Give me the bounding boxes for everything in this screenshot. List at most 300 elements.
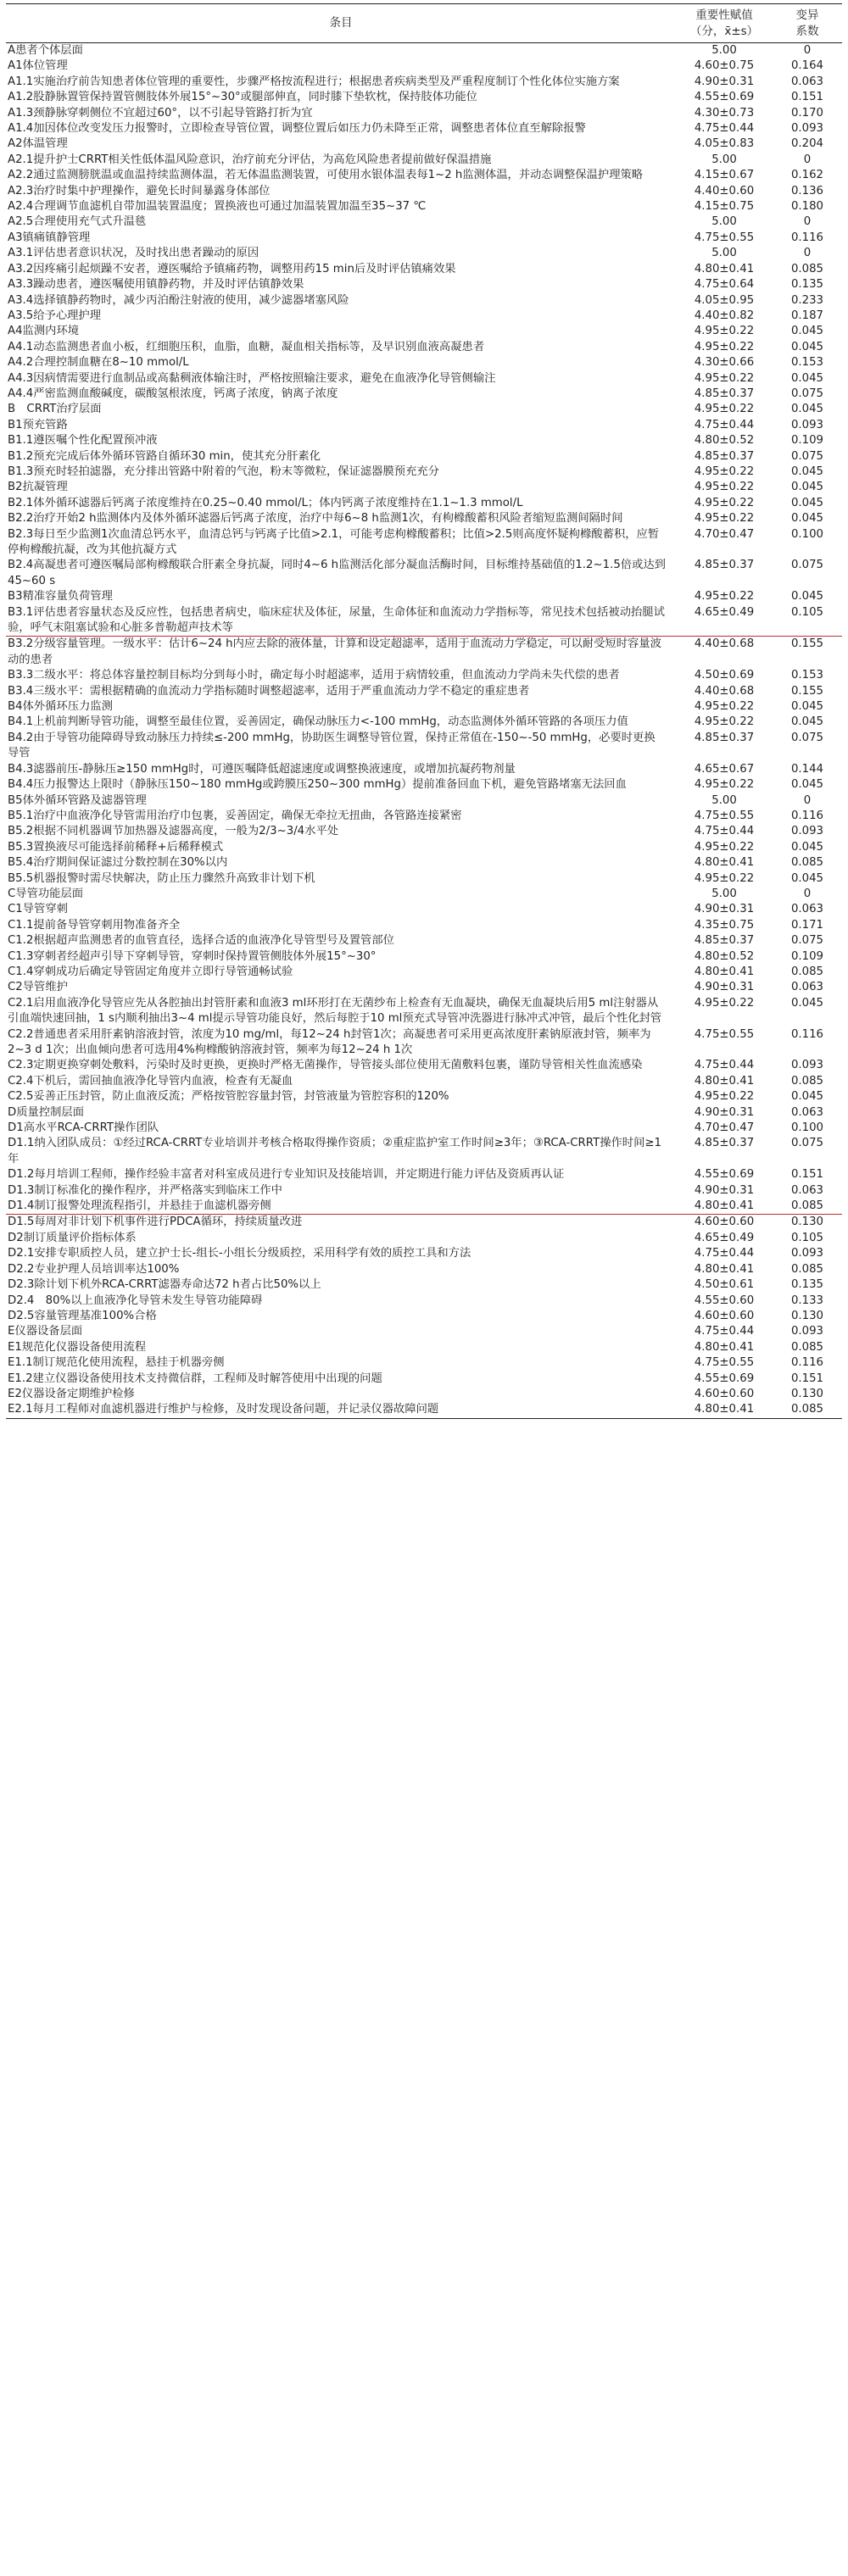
row-score: 4.80±0.41 <box>676 1402 773 1418</box>
row-cv: 0.085 <box>790 1262 824 1276</box>
row-cv: 0.093 <box>790 122 824 136</box>
row-item: C2.4下机后，需回抽血液净化导管内血液，检查有无凝血 <box>8 1074 293 1088</box>
row-score: 4.35±0.75 <box>694 918 755 932</box>
row-item: B CRRT治疗层面 <box>8 403 102 416</box>
row-cv: 0.045 <box>790 325 824 338</box>
row-score: 4.80±0.41 <box>694 1199 755 1213</box>
row-score: 4.65±0.49 <box>694 1231 755 1244</box>
row-item: A2.3治疗时集中护理操作，避免长时间暴露身体部位 <box>8 184 271 198</box>
row-item: B3.3二级水平：将总体容量控制目标均分到每小时，确定每小时超滤率，适用于病情较重，但血流动力学尚未失代偿的患者 <box>8 669 620 682</box>
table-row <box>6 402 842 417</box>
table-row <box>6 90 842 105</box>
row-item: B1.1遵医嘱个性化配置预冲液 <box>8 434 158 448</box>
header-score-line2: （分，x̄±s） <box>689 24 759 38</box>
row-score: 5.00 <box>711 44 737 57</box>
row-score: 4.60±0.60 <box>694 1387 755 1400</box>
row-item: B5.5机器报警时需尽快解决，防止压力骤然升高致非计划下机 <box>8 871 315 885</box>
row-score: 4.15±0.67 <box>694 169 755 182</box>
row-cv: 0.144 <box>790 762 824 776</box>
row-cv: 0 <box>803 247 812 260</box>
row-cv: 0.116 <box>790 809 824 822</box>
row-score: 4.80±0.52 <box>694 434 755 448</box>
row-item: A3.2因疼痛引起烦躁不安者，遵医嘱给予镇痛药物，调整用药15 min后及时评估镇痛效果 <box>8 262 456 275</box>
table-row <box>6 1058 842 1073</box>
row-item: A1.1实施治疗前告知患者体位管理的重要性，步骤严格按流程进行；根据患者疾病类型及严重程度制订个性化体位实施方案 <box>8 75 620 88</box>
row-cv: 0.045 <box>790 1090 824 1104</box>
table-row <box>6 433 842 448</box>
row-item: B4.2由于导管功能障碍导致动脉压力持续≤-200 mmHg，协助医生调整导管位置，保持正常值在-150~-50 mmHg，必要时更换导管 <box>8 731 656 760</box>
row-item: B5.1治疗中血液净化导管需用治疗巾包裹，妥善固定，确保无牵拉无扭曲，各管路连接紧密 <box>8 809 462 822</box>
row-cv: 0.075 <box>790 731 824 744</box>
row-item: E2仪器设备定期维护检修 <box>8 1387 135 1400</box>
row-cv: 0.135 <box>790 278 824 292</box>
row-cv: 0.045 <box>790 778 824 792</box>
row-cv: 0.109 <box>790 434 824 448</box>
row-item: A3镇痛镇静管理 <box>8 231 91 244</box>
row-item: A1.4加因体位改变发压力报警时，立即检查导管位置，调整位置后如压力仍未降至正常，调整患者体位直至解除报警 <box>8 122 586 136</box>
row-cv: 0.075 <box>790 449 824 463</box>
table-row <box>6 277 842 292</box>
row-cv: 0.063 <box>790 1183 824 1197</box>
row-item: A1体位管理 <box>8 59 68 73</box>
row-cv: 0.155 <box>790 684 824 698</box>
row-score: 4.85±0.37 <box>694 731 755 744</box>
table-row <box>6 214 842 230</box>
row-cv: 0.130 <box>790 1387 824 1400</box>
row-cv: 0.153 <box>790 356 824 370</box>
row-score: 4.75±0.64 <box>694 278 755 292</box>
row-score: 4.60±0.60 <box>676 1215 773 1231</box>
table-row <box>6 949 842 965</box>
row-score: 4.30±0.66 <box>694 356 755 370</box>
row-item: E1规范化仪器设备使用流程 <box>8 1340 147 1354</box>
row-item: A患者个体层面 <box>8 44 83 57</box>
row-score: 4.75±0.44 <box>694 418 755 431</box>
row-score: 4.85±0.37 <box>694 387 755 400</box>
table-row <box>6 1215 842 1231</box>
table-row <box>6 309 842 324</box>
row-item: E2.1每月工程师对血滤机器进行维护与检修，及时发现设备问题，并记录仪器故障问题 <box>6 1402 676 1418</box>
row-cv: 0.100 <box>790 1121 824 1135</box>
row-score: 4.05±0.83 <box>694 137 755 151</box>
row-item: A3.4选择镇静药物时，减少丙泊酚注射液的使用，减少滤器堵塞风险 <box>8 293 349 307</box>
row-score: 4.95±0.22 <box>694 465 755 478</box>
table-row <box>6 1246 842 1261</box>
table-row <box>6 918 842 933</box>
table-row <box>6 496 842 511</box>
header-cv-line2: 系数 <box>795 24 819 38</box>
row-item: A4.3因病情需要进行血制品或高黏稠液体输注时，严格按照输注要求，避免在血液净化导管侧输注 <box>8 371 496 385</box>
row-cv: 0.085 <box>790 965 824 978</box>
row-score: 4.90±0.31 <box>694 1183 755 1197</box>
row-score: 4.40±0.68 <box>676 637 773 668</box>
row-cv: 0.045 <box>790 496 824 509</box>
row-score: 4.95±0.22 <box>694 496 755 509</box>
row-score: 4.85±0.37 <box>694 934 755 948</box>
table-row <box>6 106 842 121</box>
row-score: 4.40±0.60 <box>694 184 755 198</box>
table-row <box>6 231 842 246</box>
table-row <box>6 777 842 793</box>
table-row <box>6 371 842 387</box>
table-row <box>6 1231 842 1246</box>
row-item: C1导管穿刺 <box>8 903 68 916</box>
table-row <box>6 793 842 809</box>
row-item: A1.2股静脉置管保持置管侧肢体外展15°~30°或腿部伸直，同时膝下垫软枕，保持肢体功能位 <box>8 91 477 104</box>
row-item: E仪器设备层面 <box>8 1325 83 1338</box>
table-row <box>6 1089 842 1104</box>
table-row <box>6 1105 842 1121</box>
table-row <box>6 980 842 995</box>
row-item: A1.3颈静脉穿刺侧位不宜超过60°，以不引起导管路打折为宜 <box>8 106 313 120</box>
table-row <box>6 246 842 261</box>
row-cv: 0.075 <box>790 559 824 572</box>
row-cv: 0.045 <box>790 840 824 854</box>
row-cv: 0 <box>803 44 812 57</box>
table-row <box>6 449 842 465</box>
row-item: A4监测内环境 <box>8 325 80 338</box>
row-cv: 0.063 <box>790 903 824 916</box>
table-row <box>6 184 842 199</box>
row-item: C1.1提前备导管穿刺用物准备齐全 <box>8 918 181 932</box>
row-item: D2.5容量管理基准100%合格 <box>8 1309 157 1322</box>
row-item: B5体外循环管路及滤器管理 <box>8 793 147 807</box>
row-item: B3.4三级水平：需根据精确的血流动力学指标随时调整超滤率，适用于严重血流动力学不稳定的重症患者 <box>8 684 530 698</box>
table-row <box>6 324 842 339</box>
row-item: B3.2分级容量管理。一级水平：估计6~24 h内应去除的液体量，计算和设定超滤率，适用于血流动力学稳定，可以耐受短时容量波动的患者 <box>6 637 676 668</box>
row-cv: 0.151 <box>790 91 824 104</box>
row-score: 4.90±0.31 <box>694 1105 755 1119</box>
row-item: B2.1体外循环滤器后钙离子浓度维持在0.25~0.40 mmol/L；体内钙离子浓度维持在1.1~1.3 mmol/L <box>8 496 523 509</box>
table-row <box>6 871 842 887</box>
row-cv: 0 <box>803 215 812 229</box>
row-score: 4.70±0.47 <box>694 1121 755 1135</box>
row-score: 4.95±0.22 <box>694 371 755 385</box>
row-cv: 0.116 <box>790 1027 824 1041</box>
table-row <box>6 637 842 668</box>
row-score: 4.70±0.47 <box>694 527 755 541</box>
row-score: 4.60±0.75 <box>694 59 755 73</box>
row-item: D1.2每月培训工程师，操作经验丰富者对科室成员进行专业知识及技能培训，并定期进行能力评估及资质再认证 <box>8 1168 565 1182</box>
row-item: A4.2合理控制血糖在8~10 mmol/L <box>8 356 189 370</box>
row-score: 4.75±0.55 <box>694 1356 755 1370</box>
row-cv: 0.180 <box>790 200 824 214</box>
table-row <box>6 589 842 604</box>
row-item: B4.3滤器前压-静脉压≥150 mmHg时，可遵医嘱降低超滤速度或调整换液速度，或增加抗凝药物剂量 <box>8 762 516 776</box>
row-cv: 0.063 <box>790 1105 824 1119</box>
row-cv: 0.085 <box>790 1340 824 1354</box>
table-row <box>6 1183 842 1199</box>
table-row <box>6 1121 842 1136</box>
row-score: 4.90±0.31 <box>694 903 755 916</box>
row-cv: 0.171 <box>790 918 824 932</box>
row-score: 4.95±0.22 <box>694 996 755 1010</box>
table-row <box>6 809 842 824</box>
table-row <box>6 1027 842 1059</box>
table-row <box>6 480 842 495</box>
row-score: 4.75±0.55 <box>694 231 755 244</box>
row-item: D1高水平RCA-CRRT操作团队 <box>8 1121 159 1135</box>
row-cv: 0.093 <box>790 1325 824 1338</box>
row-item: C2.1启用血液净化导管应先从各腔抽出封管肝素和血液3 ml环形打在无菌纱布上检查有无血凝块，确保无血凝块后用5 ml注射器从引血端快速回抽，1 s内顺利抽出3~4 ml提示导管功能良好，然后每腔于10 ml预充式导管冲洗器进行脉冲式冲管，最后个性化封管 <box>8 996 662 1026</box>
table-row <box>6 293 842 309</box>
row-item: B2.4高凝患者可遵医嘱局部枸橼酸联合肝素全身抗凝，同时4~6 h监测活化部分凝血活酶时间，目标维持基础值的1.2~1.5倍或达到45~60 s <box>8 559 666 587</box>
row-item: D2.3除计划下机外RCA-CRRT滤器寿命达72 h者占比50%以上 <box>8 1278 321 1292</box>
row-score: 4.55±0.69 <box>694 1168 755 1182</box>
row-cv: 0.045 <box>790 996 824 1010</box>
table-row <box>6 1309 842 1324</box>
row-score: 4.95±0.22 <box>694 840 755 854</box>
row-cv: 0.085 <box>790 1199 824 1213</box>
table-row <box>6 1371 842 1387</box>
row-cv: 0.105 <box>790 605 824 619</box>
row-cv: 0.045 <box>790 481 824 494</box>
row-cv: 0.093 <box>790 825 824 838</box>
table-body <box>6 43 842 1419</box>
row-score: 4.80±0.41 <box>694 1074 755 1088</box>
row-item: D2制订质量评价指标体系 <box>8 1231 137 1244</box>
table-row <box>6 824 842 839</box>
row-cv: 0.187 <box>790 309 824 322</box>
row-cv: 0.063 <box>790 981 824 994</box>
table-row <box>6 1355 842 1371</box>
table-row <box>6 1167 842 1182</box>
row-cv: 0.085 <box>790 856 824 870</box>
row-score: 4.95±0.22 <box>694 778 755 792</box>
row-item: B1.2预充完成后体外循环管路自循环30 min，使其充分肝素化 <box>8 449 321 463</box>
row-cv: 0.085 <box>790 262 824 275</box>
row-item: B3.1评估患者容量状态及反应性，包括患者病史，临床症状及体征，尿量，生命体征和血流动力学指标等，常见技术包括被动抬腿试验，呼气末阻塞试验和心脏多普勒超声技术等 <box>8 605 665 635</box>
row-score: 4.75±0.55 <box>694 809 755 822</box>
indicator-table <box>6 3 842 1419</box>
row-item: C2导管维护 <box>8 981 68 994</box>
table-row <box>6 965 842 980</box>
row-cv: 0.204 <box>790 137 824 151</box>
table-row <box>6 1402 842 1418</box>
row-cv: 0.116 <box>790 231 824 244</box>
row-score: 4.40±0.68 <box>694 684 755 698</box>
row-item: D1.4制订报警处理流程指引，并悬挂于血滤机器旁侧 <box>8 1199 271 1213</box>
header-cv <box>773 4 842 43</box>
row-cv: 0.045 <box>790 871 824 885</box>
row-score: 4.60±0.60 <box>694 1309 755 1322</box>
row-cv: 0.045 <box>790 700 824 714</box>
row-score: 4.65±0.67 <box>694 762 755 776</box>
table-row <box>6 136 842 152</box>
row-item: C2.3定期更换穿刺处敷料，污染时及时更换，更换时严格无菌操作，导管接头部位使用无菌敷料包裹，谨防导管相关性血流感染 <box>8 1059 643 1072</box>
row-cv: 0.170 <box>790 106 824 120</box>
table-row <box>6 996 842 1027</box>
row-item: D质量控制层面 <box>8 1105 85 1119</box>
row-score: 4.75±0.44 <box>694 1325 755 1338</box>
table-row <box>6 1199 842 1215</box>
table-row <box>6 887 842 902</box>
row-item: C2.5妥善正压封管，防止血液反流；严格按管腔容量封管，封管液量为管腔容积的120% <box>8 1090 449 1104</box>
row-score: 4.85±0.37 <box>694 1137 755 1150</box>
row-item: A2.2通过监测膀胱温或血温持续监测体温，若无体温监测装置，可使用水银体温表每1~2 h监测体温，并动态调整保温护理策略 <box>8 169 644 182</box>
table-row <box>6 668 842 683</box>
row-item: B5.4治疗期间保证滤过分数控制在30%以内 <box>8 856 228 870</box>
row-cv: 0 <box>803 153 812 166</box>
row-item: C导管功能层面 <box>8 887 84 900</box>
row-score: 4.85±0.37 <box>694 449 755 463</box>
row-score: 4.80±0.41 <box>694 856 755 870</box>
table-row <box>6 1277 842 1293</box>
row-score: 5.00 <box>711 793 737 807</box>
table-row <box>6 1340 842 1355</box>
table-row <box>6 558 842 589</box>
row-score: 4.75±0.55 <box>694 1027 755 1041</box>
row-score: 4.80±0.41 <box>694 965 755 978</box>
table-row <box>6 933 842 949</box>
row-cv: 0.233 <box>790 293 824 307</box>
row-score: 4.05±0.95 <box>694 293 755 307</box>
row-score: 4.80±0.41 <box>694 1340 755 1354</box>
table-row <box>6 715 842 730</box>
row-score: 4.75±0.44 <box>694 825 755 838</box>
row-item: D1.3制订标准化的操作程序，并严格落实到临床工作中 <box>8 1183 282 1197</box>
row-score: 4.65±0.49 <box>694 605 755 619</box>
table-row <box>6 199 842 214</box>
row-score: 4.55±0.69 <box>694 91 755 104</box>
table-row <box>6 262 842 277</box>
table-row <box>6 699 842 715</box>
table-row <box>6 855 842 871</box>
table-row <box>6 1387 842 1402</box>
row-item: B4.1上机前判断导管功能，调整至最佳位置，妥善固定，确保动脉压力<-100 mmHg，动态监测体外循环管路的各项压力值 <box>8 715 628 729</box>
row-cv: 0.151 <box>790 1168 824 1182</box>
table-row <box>6 762 842 777</box>
row-item: D1.1纳入团队成员：①经过RCA-CRRT专业培训并考核合格取得操作资质；②重症监护室工作时间≥3年；③RCA-CRRT操作时间≥1年 <box>8 1137 661 1166</box>
row-item: E1.2建立仪器设备使用技术支持微信群，工程师及时解答使用中出现的问题 <box>8 1371 382 1385</box>
row-item: D2.2专业护理人员培训率达100% <box>8 1262 180 1276</box>
row-item: A3.1评估患者意识状况，及时找出患者躁动的原因 <box>8 247 259 260</box>
row-score: 5.00 <box>711 247 737 260</box>
row-score: 5.00 <box>711 215 737 229</box>
row-item: C1.4穿刺成功后确定导管固定角度并立即行导管通畅试验 <box>8 965 293 978</box>
row-cv: 0.151 <box>790 1371 824 1385</box>
row-score: 4.75±0.44 <box>694 122 755 136</box>
table-row <box>6 605 842 637</box>
row-item: C1.3穿刺者经超声引导下穿刺导管，穿刺时保持置管侧肢体外展15°~30° <box>8 949 377 963</box>
row-cv: 0.045 <box>790 512 824 526</box>
row-cv: 0.045 <box>790 340 824 353</box>
table-row <box>6 465 842 480</box>
row-score: 4.75±0.44 <box>694 1247 755 1260</box>
row-cv: 0 <box>803 793 812 807</box>
row-item: A2.1提升护士CRRT相关性低体温风险意识，治疗前充分评估，为高危风险患者提前做好保温措施 <box>8 153 492 166</box>
table-row <box>6 684 842 699</box>
table-row <box>6 58 842 74</box>
row-score: 4.15±0.75 <box>694 200 755 214</box>
row-item: E1.1制订规范化使用流程，悬挂于机器旁侧 <box>8 1356 225 1370</box>
row-cv: 0.093 <box>790 1059 824 1072</box>
table-row <box>6 731 842 762</box>
row-cv: 0.045 <box>790 371 824 385</box>
row-item: B2.2治疗开始2 h监测体内及体外循环滤器后钙离子浓度，治疗中每6~8 h监测1次，有枸橼酸蓄积风险者缩短监测间隔时间 <box>8 512 623 526</box>
table-row <box>6 355 842 370</box>
row-item: D2.4 80%以上血液净化导管未发生导管功能障碍 <box>8 1294 263 1307</box>
row-cv: 0.109 <box>790 949 824 963</box>
row-item: A2.5合理使用充气式升温毯 <box>8 215 147 229</box>
row-item: A4.1动态监测患者血小板，红细胞压积，血脂，血糖，凝血相关指标等，及早识别血液高凝患者 <box>8 340 485 353</box>
row-score: 4.55±0.69 <box>694 1371 755 1385</box>
row-item: B5.2根据不同机器调节加热器及滤器高度，一般为2/3~3/4水平处 <box>8 825 339 838</box>
row-score: 4.95±0.22 <box>694 512 755 526</box>
row-item: C2.2普通患者采用肝素钠溶液封管，浓度为10 mg/ml，每12~24 h封管1次；高凝患者可采用更高浓度肝素钠原液封管，频率为2~3 d 1次；出血倾向患者可选用4%枸橼酸钠溶液封管，频率为每12~24 h 1次 <box>8 1027 651 1056</box>
row-score: 4.40±0.82 <box>694 309 755 322</box>
row-score: 4.50±0.69 <box>694 669 755 682</box>
row-score: 4.80±0.52 <box>694 949 755 963</box>
row-cv: 0.136 <box>790 184 824 198</box>
row-score: 4.85±0.37 <box>694 559 755 572</box>
row-item: B2抗凝管理 <box>8 481 68 494</box>
row-cv: 0.155 <box>773 637 842 668</box>
row-item: B5.3置换液尽可能选择前稀释+后稀释模式 <box>8 840 224 854</box>
row-cv: 0.075 <box>790 387 824 400</box>
table-row <box>6 527 842 559</box>
row-cv: 0.045 <box>790 715 824 729</box>
row-item: B1.3预充时轻拍滤器，充分排出管路中附着的气泡，粉末等微粒，保证滤器膜预充充分 <box>8 465 439 478</box>
row-score: 4.95±0.22 <box>694 871 755 885</box>
table-row <box>6 418 842 433</box>
row-cv: 0.085 <box>790 1074 824 1088</box>
row-item: A3.5给予心理护理 <box>8 309 102 322</box>
row-score: 5.00 <box>711 887 737 900</box>
row-cv: 0.063 <box>790 75 824 88</box>
header-score <box>676 4 773 43</box>
row-cv: 0.045 <box>790 465 824 478</box>
table-header <box>6 4 842 43</box>
row-score: 4.90±0.31 <box>694 981 755 994</box>
table-row <box>6 902 842 917</box>
row-cv: 0.164 <box>790 59 824 73</box>
row-cv: 0.105 <box>790 1231 824 1244</box>
row-cv: 0.162 <box>790 169 824 182</box>
table-row <box>6 121 842 136</box>
row-score: 4.30±0.73 <box>694 106 755 120</box>
row-item: B4.4压力报警达上限时（静脉压150~180 mmHg或跨膜压250~300 mmHg）提前准备回血下机，避免管路堵塞无法回血 <box>8 778 627 792</box>
row-score: 4.95±0.22 <box>694 1090 755 1104</box>
header-score-line1: 重要性赋值 <box>695 8 753 22</box>
row-cv: 0.085 <box>773 1402 842 1418</box>
row-item: B2.3每日至少监测1次血清总钙水平，血清总钙与钙离子比值>2.1，可能考虑枸橼酸蓄积；比值>2.5则高度怀疑枸橼酸蓄积，应暂停枸橼酸抗凝，改为其他抗凝方式 <box>8 527 660 556</box>
header-item: 条目 <box>6 4 676 43</box>
row-cv: 0.093 <box>790 1247 824 1260</box>
row-cv: 0.135 <box>790 1278 824 1292</box>
row-score: 5.00 <box>711 153 737 166</box>
row-cv: 0.075 <box>790 934 824 948</box>
row-item: D2.1安排专职质控人员，建立护士长-组长-小组长分级质控，采用科学有效的质控工具和方法 <box>8 1247 471 1260</box>
table-row <box>6 840 842 855</box>
row-item: B4体外循环压力监测 <box>8 700 113 714</box>
row-cv: 0.093 <box>790 418 824 431</box>
row-score: 4.95±0.22 <box>694 481 755 494</box>
row-cv: 0.100 <box>790 527 824 541</box>
row-score: 4.95±0.22 <box>694 325 755 338</box>
table-row <box>6 387 842 402</box>
row-score: 4.80±0.41 <box>694 262 755 275</box>
row-item: D1.5每周对非计划下机事件进行PDCA循环，持续质量改进 <box>6 1215 676 1231</box>
row-cv: 0.045 <box>790 590 824 604</box>
table-row <box>6 1136 842 1167</box>
row-cv: 0.045 <box>790 403 824 416</box>
row-cv: 0 <box>803 887 812 900</box>
row-item: B3精准容量负荷管理 <box>8 590 113 604</box>
table-row <box>6 1294 842 1309</box>
row-score: 4.95±0.22 <box>694 715 755 729</box>
table-row <box>6 168 842 183</box>
